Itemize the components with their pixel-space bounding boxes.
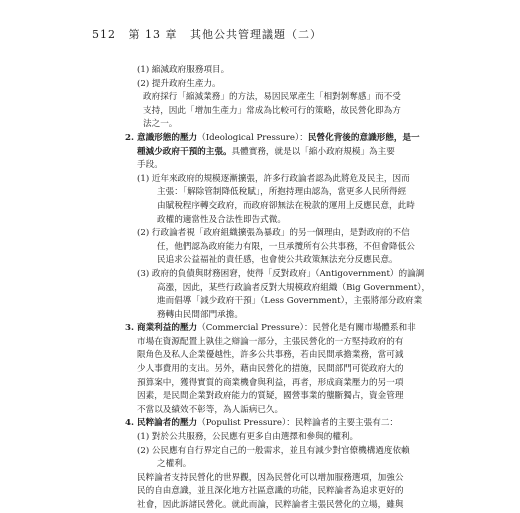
text-line xyxy=(125,322,416,336)
text-line xyxy=(125,146,407,160)
text-line xyxy=(125,159,407,173)
text-line xyxy=(125,349,407,363)
text-segment: (1) 近年來政府的規模逐漸擴張，許多行政論者認為此將危及民主，因而 xyxy=(137,173,410,184)
text-segment: 手段。 xyxy=(137,160,163,171)
text-line xyxy=(125,445,410,459)
section-number: 3. xyxy=(125,323,137,334)
text-line xyxy=(125,431,407,445)
text-segment: 少人事費用的支出。另外，藉由民營化的措施，民間部門可從政府大的 xyxy=(137,364,404,375)
text-segment: 民的自由意識，並且深化地方社區意識的功能，民粹論者為追求更好的 xyxy=(137,486,404,497)
bold-phrase: 民營化背後的意識形態，是一 xyxy=(307,132,420,143)
bold-phrase: 民粹論者的壓力 xyxy=(136,418,198,429)
text-line xyxy=(125,458,407,472)
text-segment: 社會，因此訴諸民營化。就此而論，民粹論者主張民營化的立場，雖與 xyxy=(137,500,404,510)
text-line xyxy=(125,132,420,146)
text-segment: 具體實務，就是以「縮小政府規模」為主要 xyxy=(231,146,395,157)
text-segment: (2) 提升政府生產力。 xyxy=(137,78,221,89)
text-segment: 主張：「解除管制降低稅賦」，所抱持理由認為，當更多人民所得經 xyxy=(157,187,407,198)
text-line xyxy=(125,200,415,214)
text-segment: 支持，因此「增加生產力」常成為比較可行的策略，故民營化即為方 xyxy=(143,105,401,116)
text-line xyxy=(125,91,407,105)
text-line xyxy=(125,499,407,513)
text-segment: 因素，是民間企業對政府能力的質疑，國營事業的壟斷獨占，資金管理 xyxy=(137,391,404,402)
text-line xyxy=(125,214,407,228)
page-number: 512 xyxy=(92,28,116,41)
text-segment: 民追求公益福祉的責任感，也會使公共政策無法充分反應民意。 xyxy=(157,255,398,266)
chapter-title: 其他公共管理議題（二） xyxy=(190,28,322,41)
chapter-label: 第 13 章 xyxy=(128,28,178,41)
text-segment: 務轉由民間部門承擔。 xyxy=(157,309,243,320)
text-segment: （Commercial Pressure）：民營化是有關市場體系和非 xyxy=(197,323,416,334)
text-line xyxy=(125,282,431,296)
text-line xyxy=(125,417,407,431)
text-line xyxy=(125,254,407,268)
text-segment: 政權的適當性及合法性即告式微。 xyxy=(157,214,286,225)
text-segment: (2) 公民應有自行界定自己的一般需求，並且有減少對官僚機構過度依賴 xyxy=(137,445,410,456)
text-line xyxy=(125,485,407,499)
page-header xyxy=(92,26,330,42)
text-line xyxy=(125,363,407,377)
text-segment: (2) 行政論者視「政府組織擴張為暴政」的另一個理由，是對政府的不信 xyxy=(137,228,410,239)
section-number: 2. xyxy=(125,132,137,143)
text-segment: 政府採行「縮減業務」的方法，易因民眾產生「相對剝奪感」而不受 xyxy=(143,92,401,103)
section-number: 4. xyxy=(125,418,137,429)
text-segment: 由賦稅程序轉交政府，而政府卻無法在稅款的運用上反應民意，此時 xyxy=(157,200,415,211)
text-segment: 民粹論者支持民營化的世界觀，因為民營化可以增加服務選項，加強公 xyxy=(137,472,404,483)
bold-phrase: 種減少政府干預的主張。 xyxy=(137,146,232,157)
bold-phrase: 商業利益的壓力 xyxy=(136,323,198,334)
text-line xyxy=(125,227,410,241)
text-segment: 任，他們認為政府能力有限，一旦承攬所有公共事務，不但會降低公 xyxy=(157,241,415,252)
text-line xyxy=(125,173,410,187)
text-segment: (1) 縮減政府服務項目。 xyxy=(137,65,230,75)
text-segment: 高漲，因此，某些行政論者反對大規模政府組織（Big Government）， xyxy=(157,282,431,293)
bold-phrase: 意識形態的壓力 xyxy=(136,132,198,143)
text-segment: 法之一。 xyxy=(143,119,178,130)
text-segment: 之權利。 xyxy=(157,459,192,470)
text-segment: （Ideological Pressure）： xyxy=(197,132,308,143)
text-segment: (1) 對於公共服務，公民應有更多自由選擇和參與的權利。 xyxy=(137,432,359,443)
text-line xyxy=(125,377,407,391)
text-line xyxy=(125,241,415,255)
text-line xyxy=(125,268,425,282)
text-segment: 限角色及私人企業優越性，許多公共事務，若由民間承擔業務，當可減 xyxy=(137,350,404,361)
body-text xyxy=(125,64,431,513)
text-line xyxy=(125,64,407,78)
text-segment: 市場在資源配置上孰佳之辯論一部分，主張民營化的一方堅持政府的有 xyxy=(137,336,404,347)
text-segment: 不當以及績效不彰等，為人詬病已久。 xyxy=(137,404,284,415)
text-line xyxy=(125,309,407,323)
text-segment: （Populist Pressure）：民粹論者的主要主張有二： xyxy=(197,418,399,429)
text-line xyxy=(125,404,407,418)
text-segment: (3) 政府的負債與財務困窘，使得「反對政府」（Antigovernment）的論調 xyxy=(137,268,425,279)
text-line xyxy=(125,390,407,404)
text-line xyxy=(125,295,423,309)
text-line xyxy=(125,78,407,92)
text-line xyxy=(125,118,407,132)
text-line xyxy=(125,186,407,200)
text-segment: 預算案中，獲得實質的商業機會與利益，再者，形成商業壓力的另一項 xyxy=(137,377,404,388)
text-line xyxy=(125,105,407,119)
text-segment: 進而倡導「減少政府干預」（Less Government），主張將部分政府業 xyxy=(157,296,423,307)
text-line xyxy=(125,472,407,486)
text-line xyxy=(125,336,407,350)
